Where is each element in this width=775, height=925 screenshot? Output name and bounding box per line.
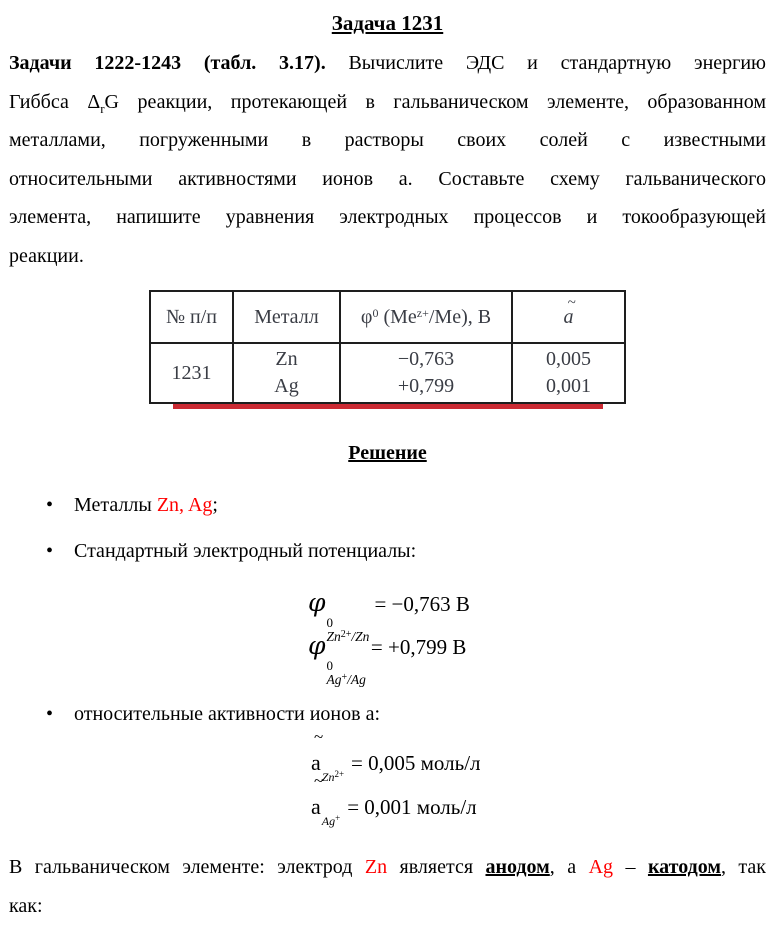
intro-line (9, 44, 766, 83)
sub-charge: 2+ (341, 629, 352, 640)
metal-zn: Zn (240, 346, 333, 373)
table-header-row (150, 291, 625, 343)
potential-ag: +0,799 (347, 373, 505, 400)
formula-rhs: = −0,763 В (374, 592, 469, 616)
a-tilde-symbol (311, 786, 321, 828)
phi-sup: 0 (372, 306, 378, 320)
potential-mid: (Me (378, 306, 416, 328)
intro-text: G реакции, протекающей в гальваническом элементе, образованном (105, 91, 766, 113)
solution-heading: Решение (0, 440, 775, 466)
formula-activity-zn (311, 742, 775, 784)
closing-zn-red: Zn (365, 856, 387, 878)
delta-subscript: r (100, 101, 104, 116)
intro-line: относительными активностями ионов а. Составьте схему гальванического (9, 160, 766, 199)
intro-line (9, 83, 766, 122)
z-plus-sup: z+ (417, 306, 429, 320)
activity-ag: 0,001 (519, 373, 618, 400)
intro-line: металлами, погруженными в растворы своих солей с известными (9, 121, 766, 160)
cell-potentials (340, 343, 512, 403)
intro-text: Вычислите ЭДС и стандартную энергию (348, 52, 766, 74)
phi-sup-zero: 0 (327, 616, 334, 629)
sub-charge: + (342, 672, 348, 683)
bullet-marker: • (46, 492, 74, 519)
metal-ag: Ag (240, 373, 333, 400)
closing-text: В гальваническом элементе: электрод (9, 856, 365, 878)
phi-sub-couple (327, 672, 366, 687)
closing-paragraph (9, 848, 766, 925)
cell-activities (512, 343, 625, 403)
phi-supsub-stack (327, 659, 366, 687)
formula-activity-ag (311, 786, 775, 828)
bullet-text: Стандартный электродный потенциалы: (74, 538, 416, 565)
activity-subscript (322, 770, 344, 784)
closing-line (9, 848, 766, 887)
header-cell-activity (512, 291, 625, 343)
a-letter: a (311, 750, 321, 775)
intro-line-last: реакции. (9, 237, 766, 276)
formula-rhs: = +0,799 В (371, 635, 466, 659)
closing-ag-red: Ag (589, 856, 613, 878)
header-cell-potential (340, 291, 512, 343)
problem-title: Задача 1231 (0, 10, 775, 36)
bullet-item-activities (9, 701, 766, 728)
conditions-table-block (0, 290, 775, 409)
red-underline-rule (173, 404, 603, 409)
b1-metals-red: Zn, Ag (157, 494, 213, 516)
formula-rhs: = 0,005 моль/л (351, 751, 480, 775)
document-page (0, 10, 775, 913)
closing-text: является (387, 856, 485, 878)
potential-end: /Me), В (429, 306, 491, 328)
phi-symbol: φ (361, 306, 373, 328)
sub-metal: Zn (322, 770, 335, 784)
closing-text: – (613, 856, 648, 878)
formula-phi-zn (308, 583, 775, 623)
sub-metal: Ag (327, 672, 342, 687)
intro-paragraph (9, 44, 766, 275)
bullet-item-potentials (9, 538, 766, 565)
a-tilde-symbol (564, 306, 574, 329)
a-letter: a (311, 794, 321, 819)
tilde-mark: ~ (314, 732, 323, 742)
b1-post: ; (212, 494, 218, 516)
intro-line: элемента, напишите уравнения электродных процессов и токообразующей (9, 198, 766, 237)
tilde-mark: ~ (314, 776, 323, 786)
a-letter: a (564, 306, 574, 328)
formula-rhs: = 0,001 моль/л (347, 795, 476, 819)
formula-phi-ag (308, 626, 775, 666)
b1-pre: Металлы (74, 494, 157, 516)
bullet-text: относительные активности ионов а: (74, 701, 380, 728)
sub-rest: /Zn (351, 629, 369, 644)
bullet-marker: • (46, 538, 74, 565)
closing-text: , так (721, 856, 766, 878)
sub-metal: Zn (327, 629, 341, 644)
header-cell-metal: Металл (233, 291, 340, 343)
bullet-text (74, 492, 218, 519)
closing-anode-bold: анодом (485, 856, 549, 878)
tilde-mark: ~ (568, 298, 576, 308)
intro-text: Гиббса Δ (9, 91, 100, 113)
phi-symbol: φ (308, 631, 326, 660)
closing-text: , а (550, 856, 589, 878)
activity-subscript (322, 814, 340, 828)
potential-zn: −0,763 (347, 346, 505, 373)
phi-symbol: φ (308, 588, 326, 617)
closing-line-last: как: (9, 887, 766, 925)
phi-sup-zero: 0 (327, 659, 334, 672)
sub-metal: Ag (322, 814, 335, 828)
activity-zn: 0,005 (519, 346, 618, 373)
cell-metals (233, 343, 340, 403)
conditions-table (149, 290, 626, 404)
cell-problem-number: 1231 (150, 343, 233, 403)
bullet-marker: • (46, 701, 74, 728)
header-cell-number: № п/п (150, 291, 233, 343)
sub-rest: /Ag (347, 672, 366, 687)
closing-cathode-bold: катодом (648, 856, 721, 878)
sub-charge: + (335, 813, 340, 823)
intro-lead-bold: Задачи 1222-1243 (табл. 3.17). (9, 52, 326, 74)
table-data-row (150, 343, 625, 403)
sub-charge: 2+ (334, 769, 344, 779)
bullet-item-metals (9, 492, 766, 519)
